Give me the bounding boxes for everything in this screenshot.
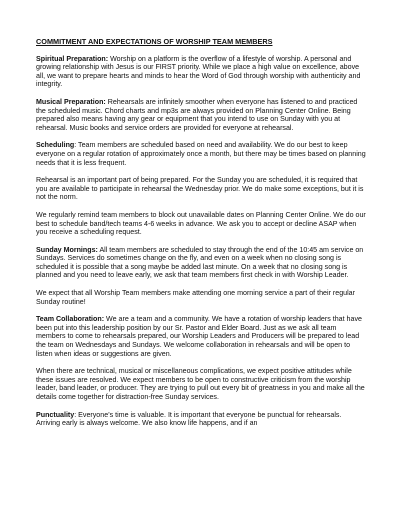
paragraph-scheduling [36,141,366,167]
paragraph-musical-preparation [36,98,366,132]
paragraph-text: We expect that all Worship Team members make attending one morning service a part of their regular Sunday routine! [36,289,355,306]
paragraph-heading: Scheduling [36,141,75,150]
paragraph-rehearsal [36,176,366,202]
paragraph-text: We are a team and a community. We have a rotation of worship leaders that have been put into this leadership position by our Sr. Pastor and Elder Board. Just as we ask all team members to come to rehearsals prepared, our Worship Leaders and Producers will be prepared to lead the team on Wednesdays and Sundays. We welcome collaboration in rehearsals and will be open to listen when ideas or suggestions are given. [36,315,362,358]
paragraph-text: We regularly remind team members to block out unavailable dates on Planning Center Online. We do our best to schedule band/tech teams 4-6 weeks in advance. We ask you to accept or decline ASAP when you receive a scheduling request. [36,210,366,237]
paragraph-team-collaboration [36,315,366,358]
paragraph-sunday-routine [36,289,366,306]
paragraph-text: Worship on a platform is the overflow of a lifestyle of worship. A personal and growing relationship with Jesus is our FIRST priority. While we place a high value on excellence, above all, we want to prepare hearts and minds to hear the Word of God through worship with authenticity and integrity. [36,54,361,89]
paragraph-punctuality [36,411,366,428]
paragraph-sunday-mornings [36,246,366,280]
paragraph-heading: Team Collaboration: [36,315,105,324]
paragraph-heading: Punctuality [36,410,75,419]
paragraph-planning-center [36,211,366,237]
paragraph-heading: Musical Preparation: [36,97,106,106]
paragraph-text: All team members are scheduled to stay through the end of the 10:45 am service on Sundays. Services do sometimes change on the fly, and even on a week when no closing song is scheduled it is possible that a song maybe be added last minute. On a week that no closing song is planned and you need to leave early, we ask that team members first check in with Worship Leader. [36,245,364,280]
paragraph-text: When there are technical, musical or miscellaneous complications, we expect positive attitudes while these issues are resolved. We expect members to be open to constructive criticism from the worship leader, band leader, or producer. They are trying to pull out every bit of greatness in you and make all the details come together for distraction-free Sunday services. [36,367,365,401]
paragraph-heading: Sunday Mornings: [36,245,98,254]
paragraph-text: Rehearsal is an important part of being prepared. For the Sunday you are scheduled, it is required that you are available to participate in rehearsal the Wednesday prior. We do make some exceptions, but it is not the norm. [36,176,364,202]
paragraph-spiritual-preparation [36,55,366,89]
paragraph-heading: Spiritual Preparation: [36,54,109,63]
paragraph-text: : Team members are scheduled based on need and availability. We do our best to keep everyone on a regular rotation of approximately once a month, but there may be times based on planning needs that it is less frequent. [36,141,366,167]
document-page [36,38,366,437]
paragraph-text: : Everyone’s time is valuable. It is important that everyone be punctual for rehearsals. Arriving early is always welcome. We also know life happens, and if an [36,410,342,428]
document-title: COMMITMENT AND EXPECTATIONS OF WORSHIP TEAM MEMBERS [36,37,273,46]
paragraph-text: Rehearsals are infinitely smoother when everyone has listened to and practiced the scheduled music. Chord charts and mp3s are always provided on Planning Center Online. Being prepared also means having any gear or equipment that you intend to use on Sunday with you at rehearsal. Music books and service orders are provided for everyone at rehearsal. [36,97,358,132]
paragraph-complications [36,367,366,401]
